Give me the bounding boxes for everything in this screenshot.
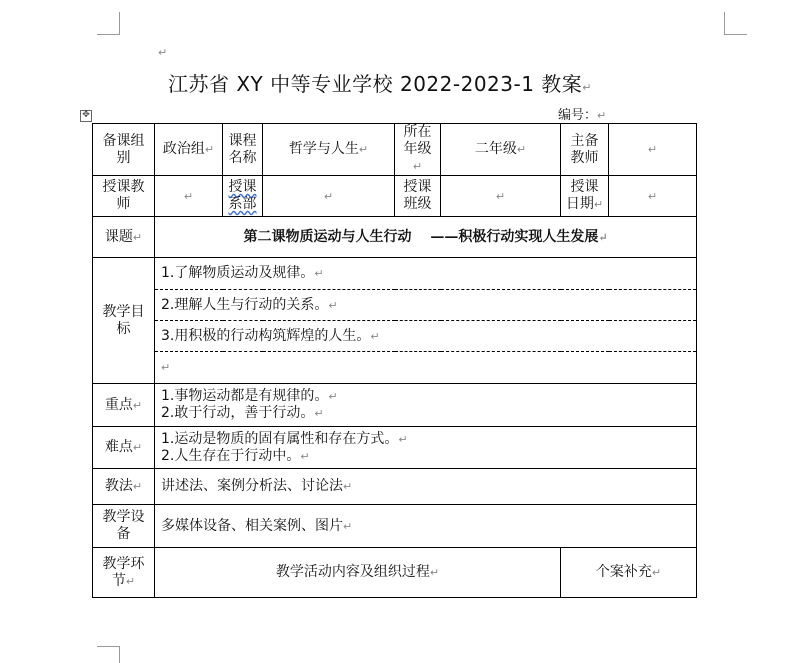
paragraph-mark: ↵ [132,398,143,412]
grade-label[interactable] [395,124,441,176]
cell-text: 多媒体设备、相关案例、图片 [161,517,343,534]
cell-text: 1.了解物质运动及规律。 [161,265,315,281]
document-title[interactable] [0,68,760,97]
method-label[interactable] [93,469,155,505]
cell-text: 二年级 [474,141,517,157]
cell-text: 授课教师 [102,179,145,212]
paragraph-mark: ↵ [516,143,527,156]
paragraph-mark: ↵ [593,198,604,211]
cell-text: 难点 [104,439,133,455]
lesson-plan-table [92,123,697,598]
table-row [93,258,697,290]
table-row [93,548,697,598]
cell-text: 讲述法、案例分析法、讨论法 [161,478,343,494]
difficult-points-value[interactable] [155,427,697,469]
paragraph-mark: ↵ [125,574,136,588]
process-header[interactable] [155,548,561,598]
cell-text: 2.人生存在于行动中。 [161,447,301,464]
paragraph-mark: ↵ [370,329,380,343]
key-points-label[interactable] [93,384,155,427]
paragraph-mark: ↵ [132,441,143,454]
title-text: 江苏省 XY 中等专业学校 2022-2023-1 教案 [167,72,583,96]
teacher-label[interactable] [93,176,155,217]
equipment-label[interactable] [93,505,155,548]
topic-label[interactable] [93,217,155,258]
cell-text: 教法 [104,478,133,494]
cell-text: 1.运动是物质的固有属性和存在方式。 [161,430,399,447]
paragraph-mark: ↵ [158,46,168,59]
cell-text: 主备教师 [570,132,599,166]
paragraph-mark: ↵ [647,143,658,156]
table-row [93,176,697,217]
supplement-header[interactable] [561,548,697,598]
cell-text: 教学活动内容及组织过程 [275,564,430,580]
course-label[interactable] [223,124,263,176]
department-label[interactable] [223,176,263,217]
paragraph-mark: ↵ [343,480,353,493]
table-row [93,427,697,469]
teacher-value[interactable] [155,176,223,217]
table-row [93,124,697,176]
paragraph-mark: ↵ [582,81,593,94]
paragraph-mark: ↵ [314,267,324,280]
cell-text: 第二课物质运动与人生行动 ——积极行动实现人生发展 [243,228,599,245]
paragraph-mark: ↵ [495,189,506,203]
paragraph-mark: ↵ [647,189,658,203]
paragraph-mark: ↵ [412,160,423,173]
paragraph-mark: ↵ [343,519,353,533]
cell-text: 2.敢于行动，善于行动。 [161,405,315,421]
table-row [93,217,697,258]
paragraph-mark: ↵ [429,566,440,579]
cell-text: 2.理解人生与行动的关系。 [161,296,329,313]
goal-item-2[interactable] [155,290,697,321]
key-points-value[interactable] [155,384,697,427]
topic-value[interactable] [155,217,697,258]
table-row [93,352,697,384]
cell-text: 3.用积极的行动构筑辉煌的人生。 [161,327,371,344]
cell-text: 教学目标 [102,303,145,337]
cell-text: 课题 [104,228,133,245]
cell-text: 政治组 [162,141,205,157]
paragraph-mark: ↵ [183,189,194,203]
table-move-handle-icon[interactable]: ✥ [80,110,92,122]
paragraph-mark: ↵ [300,449,310,463]
cell-text: 所在年级 [403,124,432,157]
equipment-value[interactable] [155,505,697,548]
lead-teacher-value[interactable] [609,124,697,176]
cell-line [161,448,692,465]
paragraph-mark: ↵ [651,566,662,579]
difficult-points-label[interactable] [93,427,155,469]
cell-text: 授课系部 [228,179,257,212]
cell-text: 教学设备 [102,509,145,542]
table-row [93,469,697,505]
cell-text: 授课日期 [565,179,599,212]
serial-number-label[interactable] [558,104,606,123]
class-value[interactable] [441,176,561,217]
goal-item-1[interactable] [155,258,697,290]
table-row [93,321,697,352]
class-label[interactable] [395,176,441,217]
cell-text: 课程名称 [228,132,257,166]
goals-label[interactable] [93,258,155,384]
course-value[interactable] [263,124,395,176]
goal-item-3[interactable] [155,321,697,352]
paragraph-mark: ↵ [132,480,143,493]
table-row [93,290,697,321]
crop-mark-top-right [724,12,747,35]
department-value[interactable] [263,176,395,217]
serial-label-text: 编号： [558,108,598,123]
stage-label[interactable] [93,548,155,598]
paragraph-mark: ↵ [323,189,334,203]
cell-line [161,431,692,448]
paragraph-mark: ↵ [358,143,369,156]
grade-value[interactable] [441,124,561,176]
paragraph-mark: ↵ [328,390,338,403]
group-value[interactable] [155,124,223,176]
paragraph-mark: ↵ [132,230,143,244]
lead-teacher-label[interactable] [561,124,609,176]
paragraph-mark: ↵ [598,230,608,244]
cell-line [161,405,692,422]
paragraph-mark: ↵ [398,432,408,446]
crop-mark-top-left [97,12,120,35]
date-label[interactable] [561,176,609,217]
paragraph-mark: ↵ [204,143,215,156]
table-row [93,384,697,427]
cell-text: 哲学与人生 [288,141,359,157]
goal-item-4[interactable] [155,352,697,384]
date-value[interactable] [609,176,697,217]
paragraph-mark: ↵ [597,109,607,122]
cell-text: 授课班级 [403,179,432,212]
paragraph-mark: ↵ [161,361,171,374]
cell-line [161,388,692,405]
cell-text: 备课组别 [102,132,145,166]
cell-text: 1.事物运动都是有规律的。 [161,388,329,404]
table-row [93,505,697,548]
crop-mark-bottom-left [97,646,120,663]
method-value[interactable] [155,469,697,505]
group-label[interactable] [93,124,155,176]
paragraph-mark: ↵ [314,407,324,420]
cell-text: 教学环节 [102,555,145,589]
cell-text: 重点 [104,396,133,413]
cell-text: 个案补充 [595,564,652,580]
paragraph-mark: ↵ [328,298,338,312]
